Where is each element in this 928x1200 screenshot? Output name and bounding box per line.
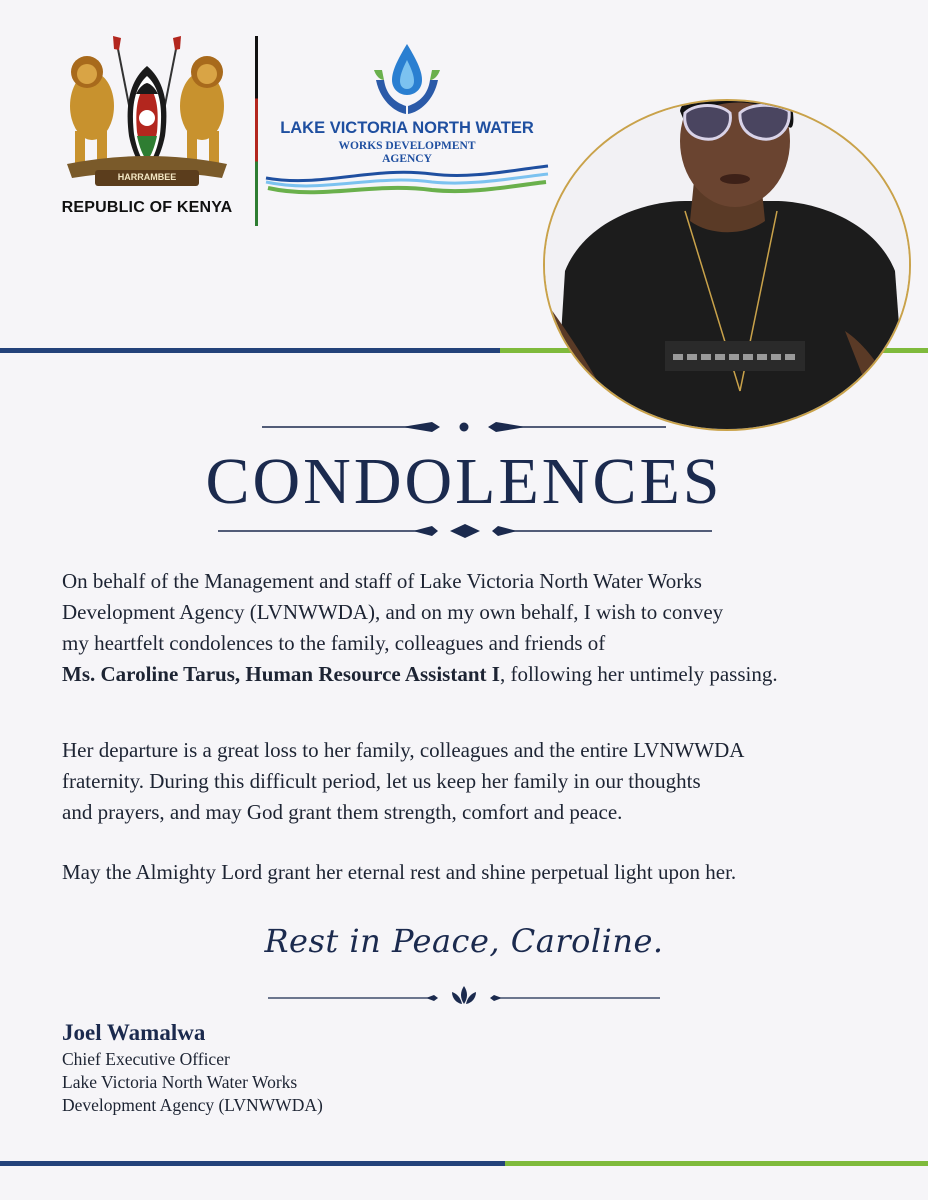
signature-block	[62, 1018, 323, 1117]
paragraph-1-line-rest: , following her untimely passing.	[499, 662, 778, 686]
paragraph-3	[62, 857, 892, 888]
signatory-org-line2: Development Agency (LVNWWDA)	[62, 1095, 323, 1115]
fleur-ornament-icon	[268, 982, 660, 1010]
agency-logo	[262, 36, 552, 216]
ornament-diamond-icon	[262, 416, 666, 438]
country-label: REPUBLIC OF KENYA	[61, 199, 233, 216]
ornament-diamond-icon	[218, 520, 712, 542]
agency-subtitle-line2: AGENCY	[382, 153, 432, 165]
paragraph-1-line	[62, 659, 892, 690]
footer-rule-blue	[0, 1161, 505, 1166]
header-divider	[255, 36, 258, 226]
paragraph-1-line: Development Agency (LVNWWDA), and on my own behalf, I wish to convey	[62, 600, 724, 624]
signatory-name: Joel Wamalwa	[62, 1020, 206, 1045]
page-title: CONDOLENCES	[205, 445, 723, 518]
paragraph-2-line: fraternity. During this difficult period, let us keep her family in our thoughts	[62, 769, 701, 793]
portrait-photo	[543, 99, 911, 431]
paragraph-1	[62, 566, 892, 690]
paragraph-2-line: Her departure is a great loss to her family, colleagues and the entire LVNWWDA	[62, 738, 745, 762]
header-rule-blue	[0, 348, 500, 353]
agency-name: LAKE VICTORIA NORTH WATER	[280, 119, 534, 137]
agency-subtitle-line1: WORKS DEVELOPMENT	[338, 140, 476, 152]
footer-rule-green	[505, 1161, 928, 1166]
deceased-name: Ms. Caroline Tarus, Human Resource Assistant I	[62, 662, 500, 686]
wave-icon	[262, 164, 552, 204]
motto-label: HARRAMBEE	[117, 172, 177, 182]
paragraph-1-line: my heartfelt condolences to the family, colleagues and friends of	[62, 631, 606, 655]
paragraph-1-line: On behalf of the Management and staff of Lake Victoria North Water Works	[62, 569, 702, 593]
closing-line: Rest in Peace, Caroline.	[264, 922, 664, 960]
water-drop-hands-icon	[372, 40, 442, 116]
portrait-icon	[545, 101, 911, 431]
paragraph-3-line: May the Almighty Lord grant her eternal rest and shine perpetual light upon her.	[62, 860, 737, 884]
signatory-org-line1: Lake Victoria North Water Works	[62, 1072, 298, 1092]
paragraph-2-line: and prayers, and may God grant them strength, comfort and peace.	[62, 800, 623, 824]
agency-subtitle	[262, 140, 552, 166]
paragraph-2	[62, 735, 892, 828]
signatory-title: Chief Executive Officer	[62, 1049, 230, 1069]
kenya-coat-of-arms	[52, 36, 242, 222]
